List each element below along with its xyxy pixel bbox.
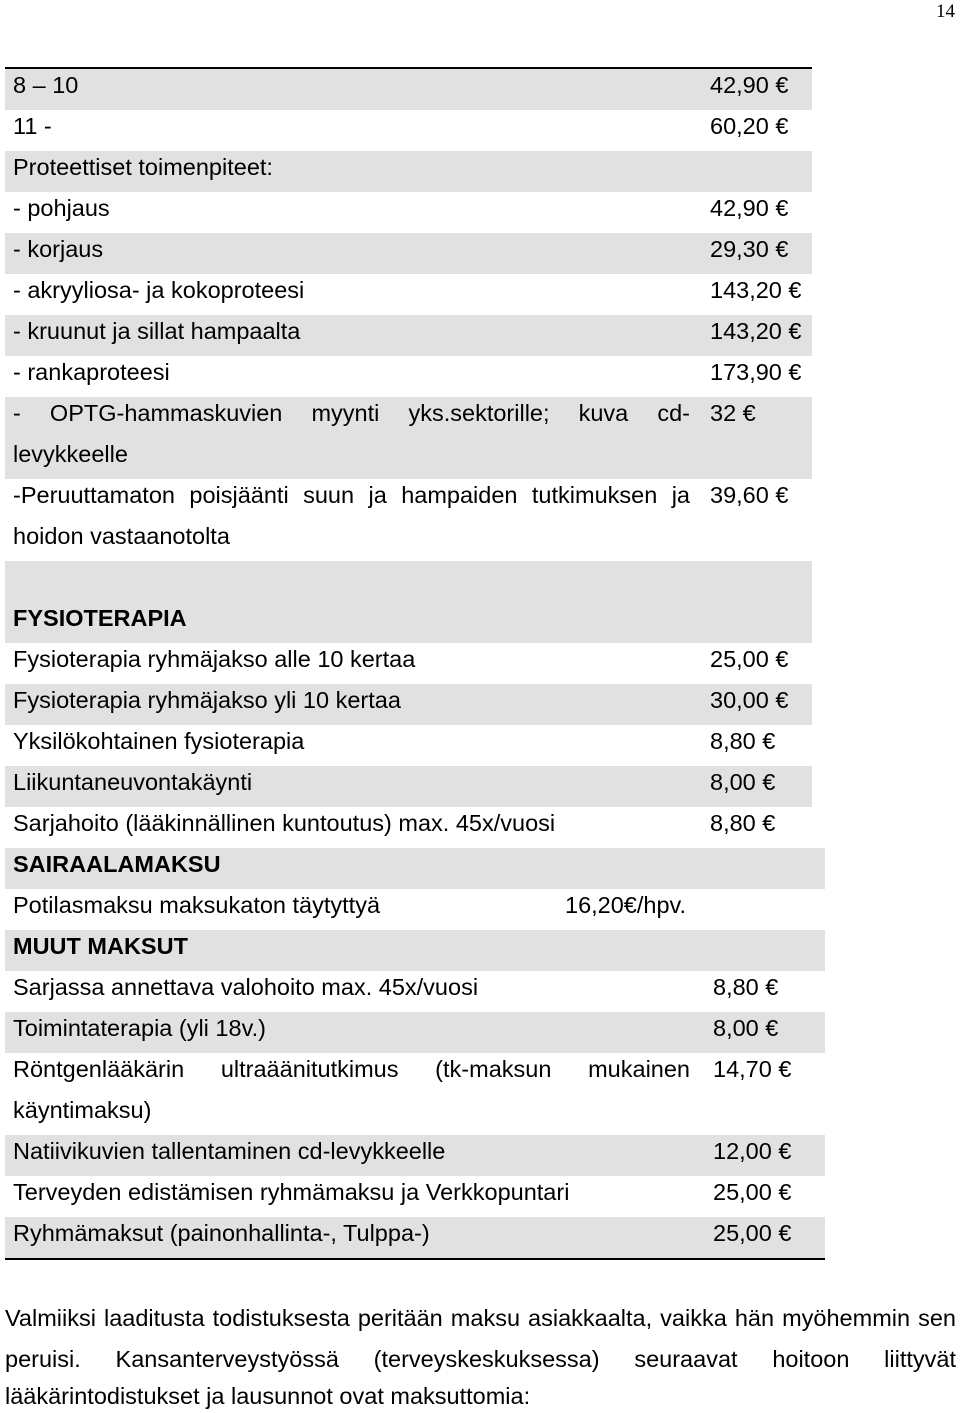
item-price: 143,20 € (710, 318, 802, 344)
item-price: 25,00 € (713, 1220, 792, 1246)
item-price: 16,20€/hpv. (565, 892, 687, 918)
price-row (5, 643, 812, 684)
item-price: 42,90 € (710, 72, 789, 98)
item-label: - kruunut ja sillat hampaalta (13, 318, 301, 344)
item-price: 8,80 € (713, 974, 779, 1000)
section-heading-row (5, 602, 812, 643)
price-row (5, 1135, 825, 1176)
page-number: 14 (936, 1, 955, 22)
item-label: - rankaproteesi (13, 359, 170, 385)
price-table-hospital-other (5, 848, 825, 1260)
price-row (5, 315, 812, 356)
price-row (5, 356, 812, 397)
item-label: - korjaus (13, 236, 104, 262)
price-row (5, 110, 812, 151)
item-label: Liikuntaneuvontakäynti (13, 769, 253, 795)
price-row (5, 274, 812, 315)
item-label: Ryhmämaksut (painonhallinta-, Tulppa-) (13, 1220, 430, 1246)
item-price: 25,00 € (713, 1179, 792, 1205)
item-label: Toimintaterapia (yli 18v.) (13, 1015, 266, 1041)
footnote-line: Valmiiksi laaditusta todistuksesta peritään maksu asiakkaalta, vaikka hän myöhemmin sen (5, 1305, 956, 1331)
footnote-line: lääkärintodistukset ja lausunnot ovat maksuttomia: (5, 1383, 531, 1409)
section-heading-row (5, 848, 825, 889)
item-label: Proteettiset toimenpiteet: (13, 154, 273, 180)
price-row (5, 725, 812, 766)
price-table-dental-physiotherapy (5, 67, 812, 848)
item-label: Röntgenlääkärin ultraäänitutkimus (tk-maksun mukainen käyntimaksu) (13, 1056, 690, 1123)
item-price: 60,20 € (710, 113, 789, 139)
item-price: 42,90 € (710, 195, 789, 221)
price-row (5, 684, 812, 725)
item-price: 25,00 € (710, 646, 789, 672)
item-label: -Peruuttamaton poisjäänti suun ja hampaiden tutkimuksen ja hoidon vastaanotolta (13, 482, 690, 549)
blank-row (5, 561, 812, 602)
item-price: 8,80 € (710, 728, 776, 754)
item-label: Yksilökohtainen fysioterapia (13, 728, 305, 754)
section-heading: SAIRAALAMAKSU (13, 851, 221, 877)
item-label: - akryyliosa- ja kokoproteesi (13, 277, 305, 303)
price-row (5, 1176, 825, 1217)
item-label: 8 – 10 (13, 72, 79, 98)
item-label: Natiivikuvien tallentaminen cd-levykkeelle (13, 1138, 446, 1164)
price-row (5, 1012, 825, 1053)
section-heading: MUUT MAKSUT (13, 933, 188, 959)
item-price: 30,00 € (710, 687, 789, 713)
price-row (5, 233, 812, 274)
item-price: 8,00 € (713, 1015, 779, 1041)
item-price: 14,70 € (713, 1056, 792, 1082)
item-label: Potilasmaksu maksukaton täytyttyä (13, 892, 381, 918)
item-price: 143,20 € (710, 277, 802, 303)
subheading-row (5, 151, 812, 192)
item-label: - pohjaus (13, 195, 110, 221)
price-row (5, 766, 812, 807)
footnote-line: peruisi. Kansanterveystyössä (terveyskeskuksessa) seuraavat hoitoon liittyvät (5, 1346, 956, 1372)
item-price: 39,60 € (710, 482, 789, 508)
item-label: 11 - (13, 113, 52, 139)
item-label: Fysioterapia ryhmäjakso alle 10 kertaa (13, 646, 416, 672)
price-row (5, 971, 825, 1012)
section-heading-row (5, 930, 825, 971)
section-heading: FYSIOTERAPIA (13, 605, 187, 631)
item-label: Fysioterapia ryhmäjakso yli 10 kertaa (13, 687, 401, 713)
price-row (5, 479, 812, 561)
item-price: 12,00 € (713, 1138, 792, 1164)
price-row (5, 1053, 825, 1135)
price-row (5, 69, 812, 110)
price-row (5, 1217, 825, 1258)
item-price: 8,80 € (710, 810, 776, 836)
item-label: Terveyden edistämisen ryhmämaksu ja Verkkopuntari (13, 1179, 570, 1205)
price-row (5, 889, 825, 930)
price-row (5, 807, 812, 848)
price-row (5, 192, 812, 233)
item-price: 29,30 € (710, 236, 789, 262)
footnote-paragraph (5, 1298, 956, 1412)
item-label: Sarjassa annettava valohoito max. 45x/vuosi (13, 974, 479, 1000)
item-label: Sarjahoito (lääkinnällinen kuntoutus) max. 45x/vuosi (13, 810, 556, 836)
item-label: - OPTG-hammaskuvien myynti yks.sektorille; kuva cd-levykkeelle (13, 400, 690, 467)
item-price: 8,00 € (710, 769, 776, 795)
item-price: 32 € (710, 400, 756, 426)
item-price: 173,90 € (710, 359, 802, 385)
price-row (5, 397, 812, 479)
